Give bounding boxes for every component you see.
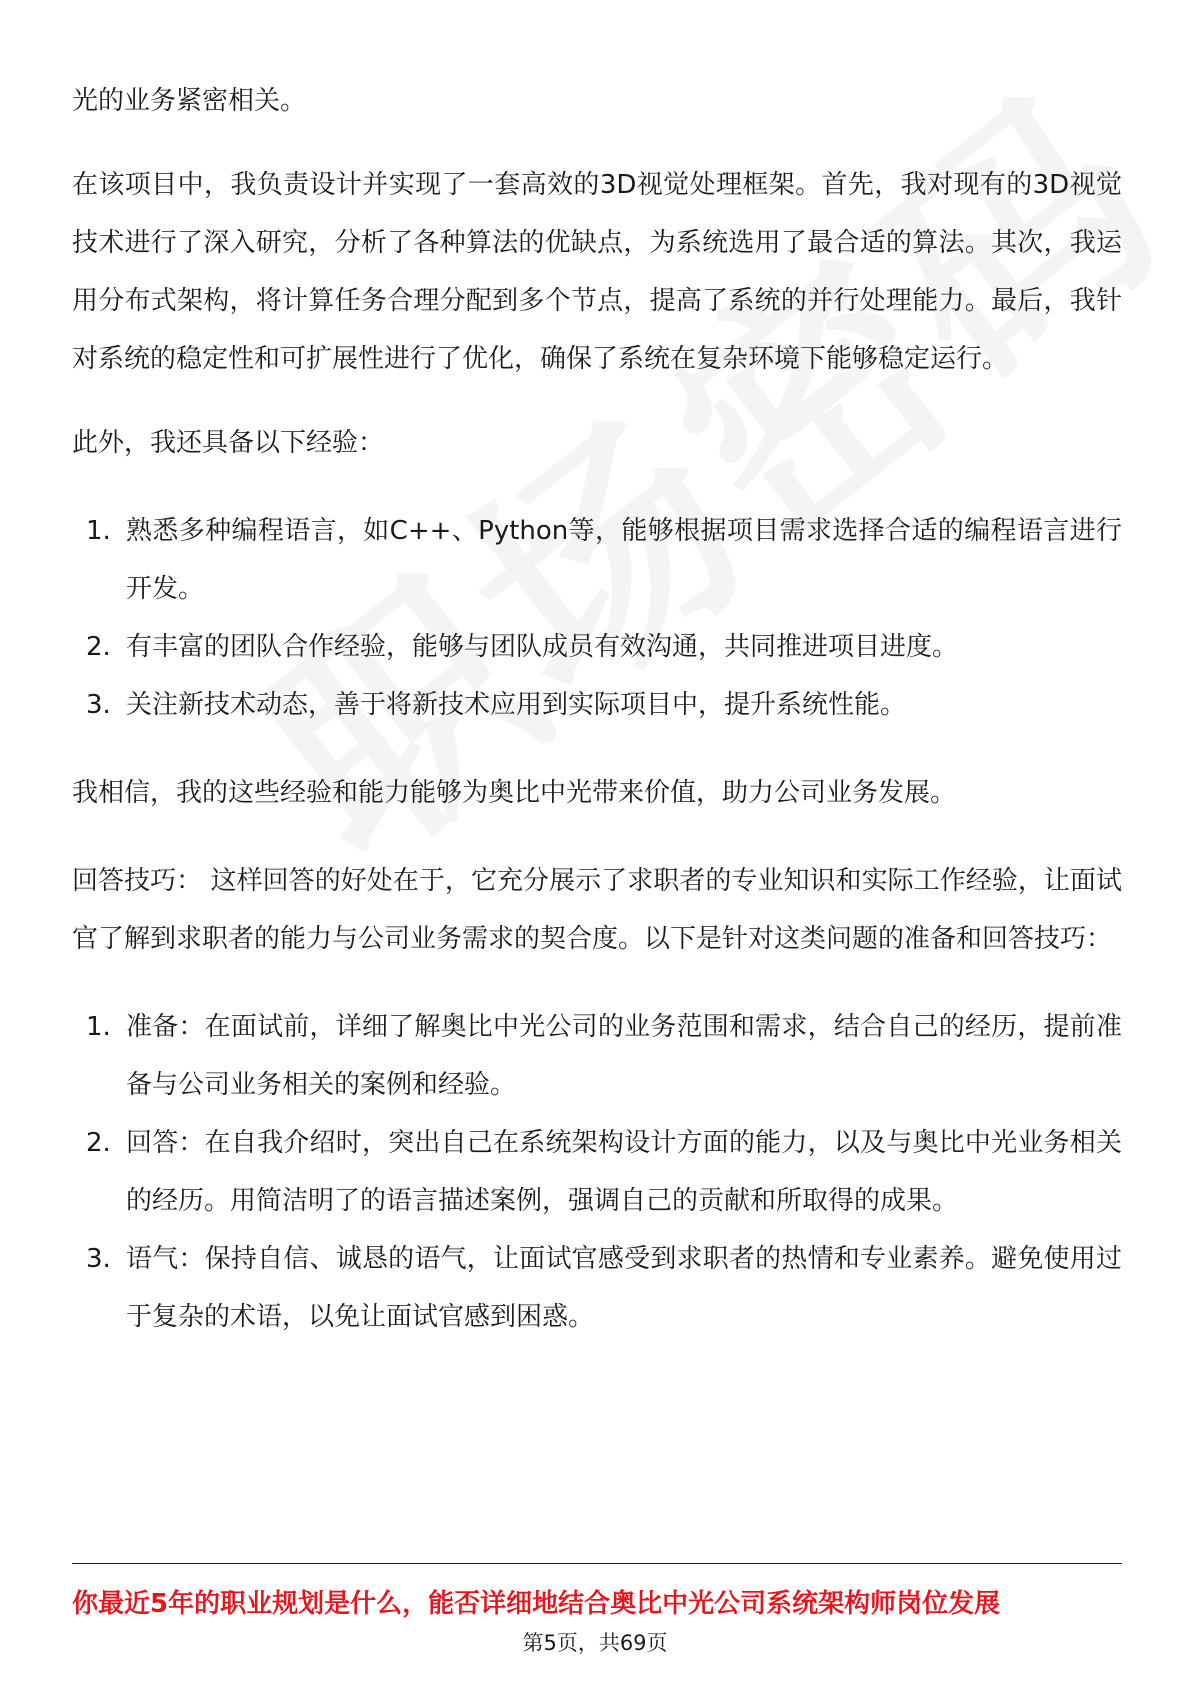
- list-item-text: 语气：保持自信、诚恳的语气，让面试官感受到求职者的热情和专业素养。避免使用过于复杂的术语，以免让面试官感到困惑。: [126, 1244, 1122, 1332]
- list-item-text: 回答：在自我介绍时，突出自己在系统架构设计方面的能力，以及与奥比中光业务相关的经历。用简洁明了的语言描述案例，强调自己的贡献和所取得的成果。: [126, 1128, 1122, 1216]
- list-item: [72, 676, 1122, 734]
- list-item-text: 熟悉多种编程语言，如C++、Python等，能够根据项目需求选择合适的编程语言进行开发。: [126, 516, 1122, 604]
- list-number: 1.: [86, 1012, 111, 1042]
- list-item-text: 关注新技术动态，善于将新技术应用到实际项目中，提升系统性能。: [126, 690, 907, 720]
- list-item: [72, 1230, 1122, 1346]
- paragraph-continuation: 光的业务紧密相关。: [72, 86, 307, 116]
- tips-list: [72, 998, 1122, 1346]
- list-number: 3.: [86, 1244, 111, 1274]
- paragraph-conclusion: 我相信，我的这些经验和能力能够为奥比中光带来价值，助力公司业务发展。: [72, 778, 957, 808]
- experience-list: [72, 502, 1122, 734]
- paragraph-answer-tips: 回答技巧： 这样回答的好处在于，它充分展示了求职者的专业知识和实际工作经验，让面试官了解到求职者的能力与公司业务需求的契合度。以下是针对这类问题的准备和回答技巧：: [72, 866, 1122, 954]
- list-number: 1.: [86, 516, 111, 546]
- list-number: 2.: [86, 632, 111, 662]
- list-item-text: 准备：在面试前，详细了解奥比中光公司的业务范围和需求，结合自己的经历，提前准备与公司业务相关的案例和经验。: [126, 1012, 1122, 1100]
- document-body: [72, 72, 1122, 1346]
- next-question-heading: 你最近5年的职业规划是什么，能否详细地结合奥比中光公司系统架构师岗位发展: [72, 1589, 1001, 1619]
- paragraph-experience-intro: 此外，我还具备以下经验：: [72, 428, 385, 458]
- list-item: [72, 502, 1122, 618]
- paragraph-project-description: 在该项目中，我负责设计并实现了一套高效的3D视觉处理框架。首先，我对现有的3D视觉技术进行了深入研究，分析了各种算法的优缺点，为系统选用了最合适的算法。其次，我运用分布式架构，将计算任务合理分配到多个节点，提高了系统的并行处理能力。最后，我针对系统的稳定性和可扩展性进行了优化，确保了系统在复杂环境下能够稳定运行。: [72, 170, 1122, 374]
- list-item: [72, 998, 1122, 1114]
- list-item: [72, 618, 1122, 676]
- list-item: [72, 1114, 1122, 1230]
- divider: [72, 1563, 1122, 1564]
- list-number: 3.: [86, 690, 111, 720]
- list-item-text: 有丰富的团队合作经验，能够与团队成员有效沟通，共同推进项目进度。: [126, 632, 959, 662]
- page-number: 第5页，共69页: [522, 1631, 668, 1655]
- list-number: 2.: [86, 1128, 111, 1158]
